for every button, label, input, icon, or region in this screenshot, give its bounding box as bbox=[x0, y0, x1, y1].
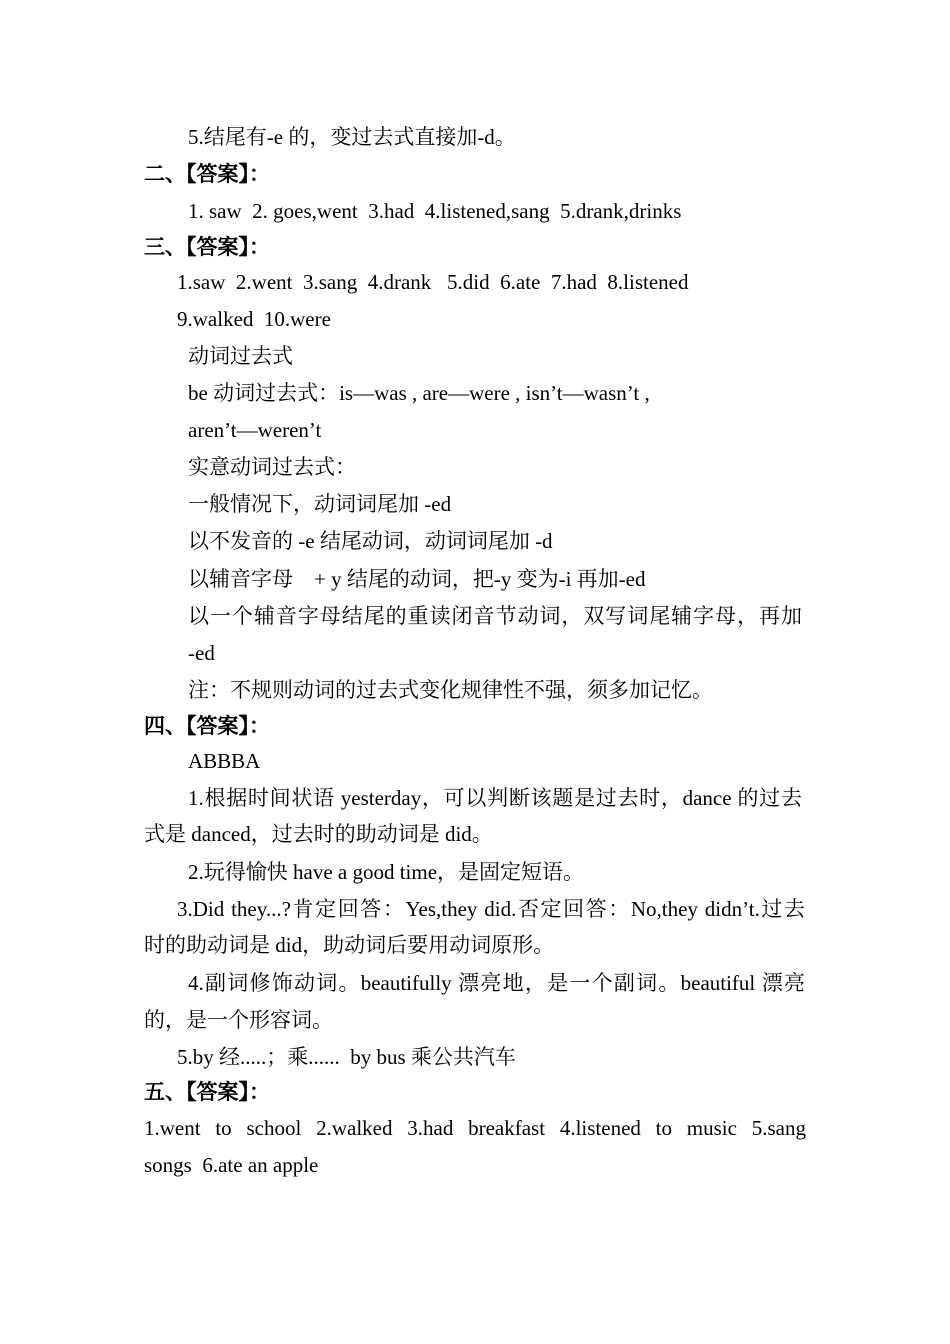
section-heading-5: 五、【答案】： bbox=[144, 1080, 270, 1104]
section-heading-3: 三、【答案】： bbox=[144, 235, 270, 259]
text-line: 5.结尾有-e 的，变过去式直接加-d。 bbox=[188, 125, 516, 149]
text-line: be 动词过去式：is—was , are—were , isn’t—wasn’t , bbox=[188, 381, 650, 405]
answer-line: 1.went to school 2.walked 3.had breakfast 4.listened to music 5.sang bbox=[144, 1116, 806, 1140]
text-line: 以辅音字母 + y 结尾的动词，把-y 变为-i 再加-ed bbox=[188, 567, 646, 591]
text-line: aren’t—weren’t bbox=[188, 418, 322, 442]
section-heading-4: 四、【答案】： bbox=[144, 714, 270, 738]
answer-line: songs 6.ate an apple bbox=[144, 1153, 319, 1177]
text-line: 的，是一个形容词。 bbox=[144, 1008, 333, 1032]
section-heading-2: 二、【答案】： bbox=[144, 162, 270, 186]
text-line: 4.副词修饰动词。beautifully 漂亮地，是一个副词。beautiful 漂亮 bbox=[188, 971, 805, 995]
text-line: 1.根据时间状语 yesterday，可以判断该题是过去时，dance 的过去 bbox=[188, 786, 802, 810]
answer-line: 9.walked 10.were bbox=[177, 307, 331, 331]
answer-line: 1. saw 2. goes,went 3.had 4.listened,sang 5.drank,drinks bbox=[188, 199, 682, 223]
text-line: 2.玩得愉快 have a good time，是固定短语。 bbox=[188, 860, 585, 884]
text-line: 实意动词过去式： bbox=[188, 455, 356, 479]
answer-line: 1.saw 2.went 3.sang 4.drank 5.did 6.ate 7.had 8.listened bbox=[177, 270, 689, 294]
text-line: 以一个辅音字母结尾的重读闭音节动词，双写词尾辅字母，再加 bbox=[188, 604, 802, 628]
text-line: 时的助动词是 did，助动词后要用动词原形。 bbox=[144, 933, 555, 957]
text-line: -ed bbox=[188, 641, 215, 665]
text-line: 5.by 经.....；乘...... by bus 乘公共汽车 bbox=[177, 1045, 516, 1069]
text-line: 一般情况下，动词词尾加 -ed bbox=[188, 492, 452, 516]
text-line: 3.Did they...?肯定回答：Yes,they did.否定回答：No,they didn’t.过去 bbox=[177, 897, 805, 921]
answer-line: ABBBA bbox=[188, 749, 261, 773]
text-line: 以不发音的 -e 结尾动词，动词词尾加 -d bbox=[188, 529, 553, 553]
text-line: 式是 danced，过去时的助动词是 did。 bbox=[144, 822, 493, 846]
note-line: 注：不规则动词的过去式变化规律性不强，须多加记忆。 bbox=[188, 678, 713, 702]
text-line: 动词过去式 bbox=[188, 344, 293, 368]
